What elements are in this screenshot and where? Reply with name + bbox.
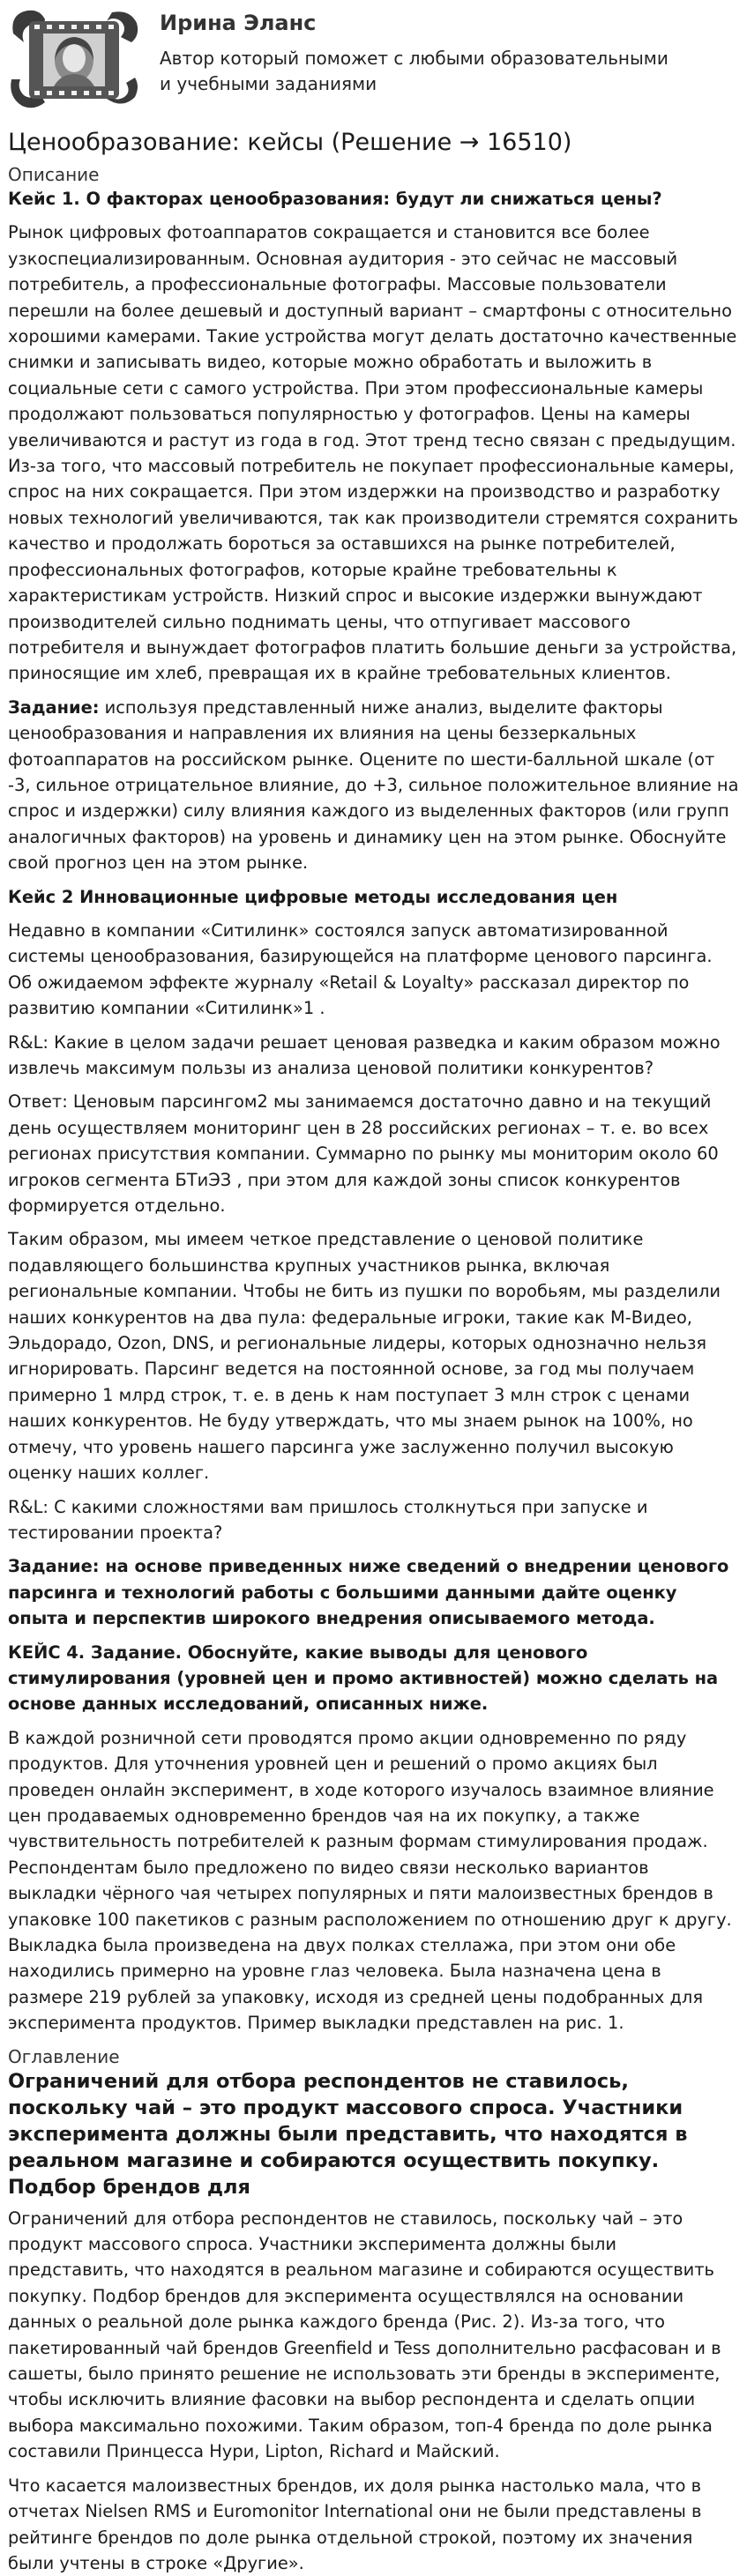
case1-task xyxy=(8,695,739,876)
case1-task-text: используя представленный ниже анализ, выделите факторы ценообразования и направления их влияния на цены беззеркальных фотоаппаратов на российском рынке. Оцените по шести-балльной шкале (от -3, сильное отрицательное влияние, до +3, сильное положительное влияние на спрос и издержки) силу влияния каждого из выделенных факторов (или групп аналогичных факторов) на уровень и динамику цен на этом рынке. Обоснуйте свой прогноз цен на этом рынке. xyxy=(8,696,739,874)
toc-content xyxy=(8,2206,739,2576)
page-title: Ценообразование: кейсы (Решение → 16510) xyxy=(8,129,572,156)
case2-task: Задание: на основе приведенных ниже сведений о внедрении ценового парсинга и технологий работы с большими данными дайте оценку опыта и перспектив широкого внедрения описываемого метода. xyxy=(8,1556,729,1629)
case4-paragraph: В каждой розничной сети проводятся промо акции одновременно по ряду продуктов. Для уточнения уровней цен и решений о промо акциях был проведен онлайн эксперимент, в ходе которого изучалось взаимное влияние цен продаваемых одновременно брендов чая на их покупку, а также чувствительность потребителей к разным формам стимулирования продаж. Респондентам было предложено по видео связи несколько вариантов выкладки чёрного чая четырех популярных и пяти малоизвестных брендов в упаковке 100 пакетиков с разным расположением по отношению друг к другу. Выкладка была произведена на двух полках стеллажа, при этом они обе находились примерно на уровне глаз человека. Была назначена цена в размере 219 рублей за упаковку, исходя из средней цены подобранных для эксперимента продуктов. Пример выкладки представлен на рис. 1. xyxy=(8,1727,732,2034)
case1-task-label: Задание: xyxy=(8,696,100,718)
description-content xyxy=(8,186,739,2036)
toc-label: Оглавление xyxy=(8,2045,120,2067)
film-reel-portrait-icon xyxy=(8,7,140,111)
author-name[interactable]: Ирина Эланс xyxy=(160,11,317,35)
case2-paragraph-5: R&L: С какими сложностями вам пришлось столкнуться при запуске и тестировании проекта? xyxy=(8,1496,648,1543)
case2-paragraph-4: Таким образом, мы имеем четкое представление о ценовой политике подавляющего большинства крупных участников рынка, включая региональные компании. Чтобы не бить из пушки по воробьям, мы разделили наших конкурентов на два пула: федеральные игроки, такие как М-Видео, Эльдорадо, Ozon, DNS, и региональные лидеры, которых однозначно нельзя игнорировать. Парсинг ведется на постоянной основе, за год мы получаем примерно 1 млрд строк, т. е. в день к нам поступает 3 млн строк с ценами наших конкурентов. Не буду утверждать, что мы знаем рынок на 100%, но отмечу, что уровень нашего парсинга уже заслуженно получил высокую оценку наших коллег. xyxy=(8,1229,721,1484)
author-description: Автор который поможет с любыми образовательными и учебными заданиями xyxy=(160,48,669,94)
toc-title: Ограничений для отбора респондентов не ставилось, поскольку чай – это продукт массового спроса. Участники эксперимента должны были представить, что находятся в реальном магазине и собираются осуществить покупку. Подбор брендов для xyxy=(8,2069,688,2199)
author-avatar[interactable] xyxy=(8,7,140,111)
author-info xyxy=(160,7,671,97)
case4-heading: КЕЙС 4. Задание. Обоснуйте, какие выводы для ценового стимулирования (уровней цен и промо активностей) можно сделать на основе данных исследований, описанных ниже. xyxy=(8,1642,719,1715)
case2-paragraph-1: Недавно в компании «Ситилинк» состоялся запуск автоматизированной системы ценообразования, базирующейся на платформе ценового парсинга. Об ожидаемом эффекте журналу «Retail & Loyalty» рассказал директор по развитию компании «Ситилинк»1 . xyxy=(8,919,713,1019)
case2-heading: Кейс 2 Инновационные цифровые методы исследования цен xyxy=(8,886,618,907)
toc-paragraph-1: Ограничений для отбора респондентов не ставилось, поскольку чай – это продукт массового спроса. Участники эксперимента должны были представить, что находятся в реальном магазине и собираются осуществить покупку. Подбор брендов для эксперимента осуществлялся на основании данных о реальной доле рынка каждого бренда (Рис. 2). Из-за того, что пакетированный чай брендов Greenfield и Tess дополнительно расфасован и в сашеты, было принято решение не использовать эти бренды в эксперименте, чтобы исключить влияние фасовки на выбор респондента и сделать опции выбора максимально похожими. Таким образом, топ-4 бренда по доле рынка составили Принцесса Нури, Lipton, Richard и Майский. xyxy=(8,2207,721,2462)
case2-paragraph-3: Ответ: Ценовым парсингом2 мы занимаемся достаточно давно и на текущий день осуществляем мониторинг цен в 28 российских регионах – т. е. во всех регионах присутствия компании. Суммарно по рынку мы мониторим около 60 игроков сегмента БТиЭЗ , при этом для каждой зоны список конкурентов формируется отдельно. xyxy=(8,1091,719,1217)
case1-paragraph: Рынок цифровых фотоаппаратов сокращается и становится все более узкоспециализированным. Основная аудитория - это сейчас не массовый потребитель, а профессиональные фотографы. Массовые пользователи перешли на более дешевый и доступный вариант – смартфоны с относительно хорошими камерами. Такие устройства могут делать достаточно качественные снимки и записывать видео, которые можно обработать и выложить в социальные сети с самого устройства. При этом профессиональные камеры продолжают пользоваться популярностью у фотографов. Цены на камеры увеличиваются и растут из года в год. Этот тренд тесно связан с предыдущим. Из-за того, что массовый потребитель не покупает профессиональные камеры, спрос на них сокращается. При этом издержки на производство и разработку новых технологий увеличиваются, так как производители стремятся сохранить качество и продолжать бороться за оставшихся на рынке потребителей, профессиональных фотографов, которые крайне требовательны к характеристикам устройств. Низкий спрос и высокие издержки вынуждают производителей сильно поднимать цены, что отпугивает массового потребителя и вынуждает фотографов платить большие деньги за устройства, приносящие им хлеб, превращая их в крайне требовательных клиентов. xyxy=(8,222,738,684)
case1-heading: Кейс 1. О факторах ценообразования: будут ли снижаться цены? xyxy=(8,189,662,209)
toc-paragraph-2: Что касается малоизвестных брендов, их доля рынка настолько мала, что в отчетах Nielsen RMS и Euromonitor International они не были представлены в рейтинге брендов по доле рынка отдельной строкой, поэтому их значения были учтены в строке «Другие». xyxy=(8,2475,702,2573)
description-label: Описание xyxy=(8,164,100,185)
case2-paragraph-2: R&L: Какие в целом задачи решает ценовая разведка и каким образом можно извлечь максимум пользы из анализа ценовой политики конкурентов? xyxy=(8,1031,721,1078)
author-profile xyxy=(8,0,739,116)
